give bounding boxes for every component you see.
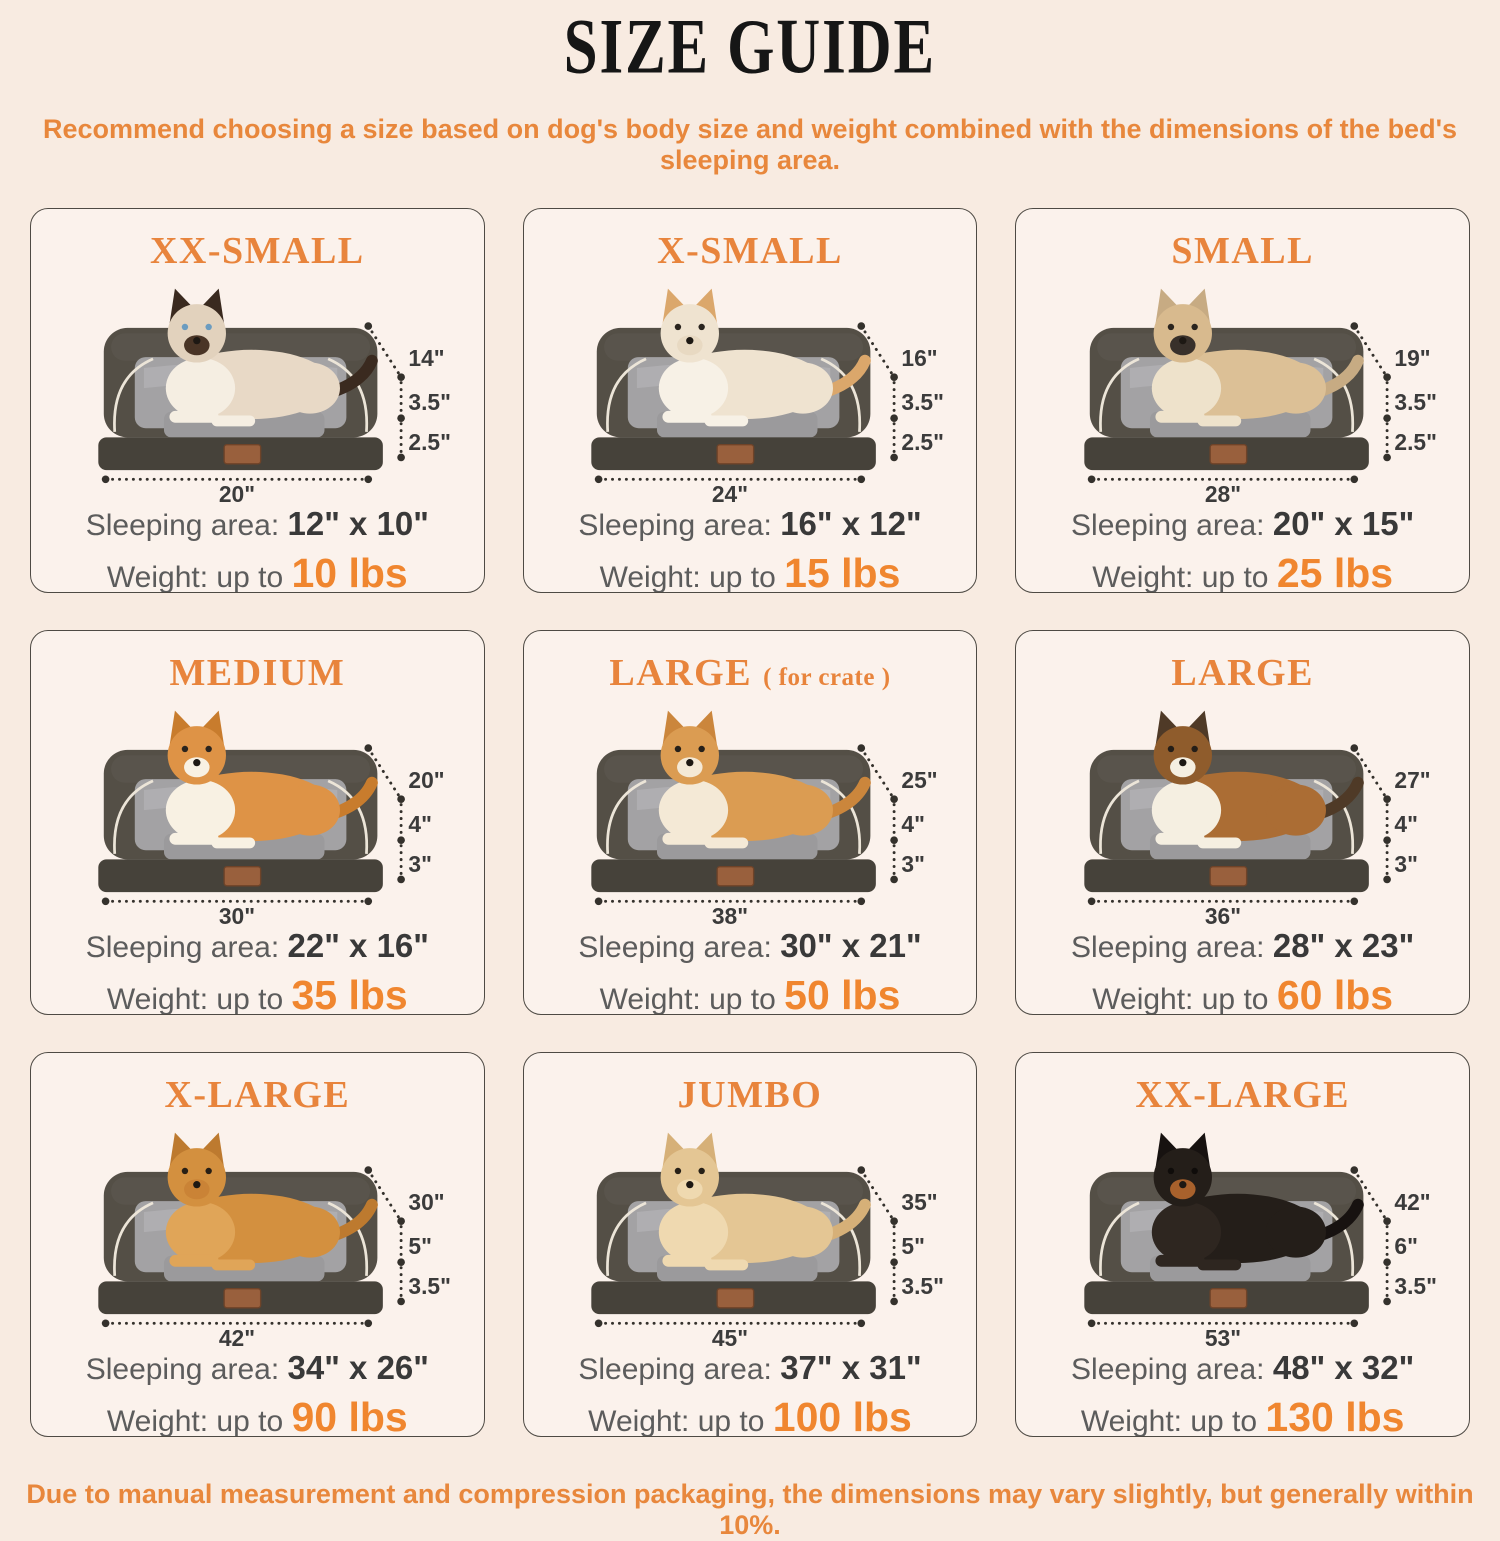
bed-photo <box>37 275 478 508</box>
weight-value: 60 lbs <box>1276 972 1394 1015</box>
width-dimension-label: 36" <box>1204 903 1241 930</box>
sleeping-area-line <box>1022 505 1463 543</box>
weight-line <box>37 550 478 593</box>
base-height-label: 2.5" <box>408 429 452 456</box>
bed-illustration-svg <box>1027 275 1459 508</box>
pet-chest <box>659 780 728 840</box>
bed-illustration-svg <box>534 697 966 930</box>
pet-paw <box>704 837 748 848</box>
bed-illustration-svg <box>41 697 473 930</box>
pet-chest <box>1151 358 1220 418</box>
size-label: X-SMALL <box>657 230 843 272</box>
bolster-height-label: 6" <box>1394 1232 1418 1259</box>
bolster-height-label: 3.5" <box>1394 388 1437 415</box>
pet-paw <box>212 1259 256 1270</box>
size-note: ( for crate ) <box>763 664 891 691</box>
up-to-label: up to <box>1201 561 1269 593</box>
width-dimension-label: 30" <box>219 903 256 930</box>
bed-brand-tag <box>717 445 753 464</box>
sleeping-area-line <box>37 927 478 965</box>
weight-line <box>1022 550 1463 593</box>
pet-chest <box>166 1202 235 1262</box>
up-to-label: up to <box>1201 983 1269 1015</box>
up-to-label: up to <box>216 983 284 1015</box>
pet-eye <box>1191 1168 1197 1174</box>
bed-brand-tag <box>224 445 260 464</box>
depth-dimension-label: 20" <box>408 767 445 794</box>
sleeping-area-value: 37" x 31" <box>780 1349 922 1386</box>
sleeping-area-label: Sleeping area: <box>85 509 280 542</box>
pet-eye <box>1191 746 1197 752</box>
sleeping-area-line <box>530 1349 971 1387</box>
bed-brand-tag <box>1210 867 1246 886</box>
weight-label: Weight: <box>106 1405 209 1437</box>
sleeping-area-value: 12" x 10" <box>287 505 429 542</box>
size-label: JUMBO <box>677 1074 823 1116</box>
bed-brand-tag <box>224 1289 260 1308</box>
bed-illustration-svg <box>534 1119 966 1352</box>
depth-dimension-label: 35" <box>901 1189 938 1216</box>
weight-label: Weight: <box>599 983 701 1015</box>
width-dimension-label: 45" <box>711 1325 749 1352</box>
pet-paw <box>1197 1259 1241 1270</box>
pet-nose <box>1179 759 1186 766</box>
weight-line <box>37 1394 478 1437</box>
bolster-height-label: 3.5" <box>901 388 944 415</box>
width-dimension-label: 38" <box>711 903 749 930</box>
weight-value: 50 lbs <box>784 972 901 1015</box>
pet-paw <box>662 833 711 845</box>
sleeping-area-value: 28" x 23" <box>1272 927 1415 964</box>
weight-value: 10 lbs <box>291 550 408 593</box>
sleeping-area-label: Sleeping area: <box>85 1353 280 1386</box>
base-height-label: 3" <box>901 851 925 878</box>
weight-line <box>1022 1394 1463 1437</box>
pet-eye <box>1167 1168 1173 1174</box>
bed-illustration-svg <box>41 275 473 508</box>
sleeping-area-label: Sleeping area: <box>578 1353 772 1386</box>
pet-eye <box>675 324 681 330</box>
pet-nose <box>193 1181 200 1188</box>
size-card-title <box>530 229 971 273</box>
pet-paw <box>1155 1255 1204 1267</box>
bed-photo <box>37 1119 478 1352</box>
bed-photo <box>530 697 971 930</box>
bolster-height-label: 4" <box>1394 810 1418 837</box>
size-label: LARGE <box>609 652 753 694</box>
size-card-0-ragdoll-cat <box>30 208 485 593</box>
pet-nose <box>193 759 200 766</box>
size-card-title <box>1022 1073 1463 1117</box>
base-height-label: 2.5" <box>901 429 944 456</box>
weight-label: Weight: <box>599 561 701 593</box>
pet-eye <box>1191 324 1197 330</box>
bed-photo <box>530 1119 971 1352</box>
width-dimension-label: 24" <box>711 481 749 508</box>
pet-paw <box>1155 411 1204 423</box>
page-title: SIZE GUIDE <box>563 3 937 90</box>
sleeping-area-label: Sleeping area: <box>1071 1353 1265 1386</box>
weight-value: 35 lbs <box>291 972 408 1015</box>
bed-illustration-svg <box>1027 1119 1459 1352</box>
size-label: XX-LARGE <box>1135 1074 1350 1116</box>
width-dimension-label: 42" <box>219 1325 256 1352</box>
bolster-height-label: 3.5" <box>408 388 452 415</box>
pet-nose <box>1179 1181 1186 1188</box>
pet-eye <box>206 1168 212 1174</box>
weight-value: 15 lbs <box>784 550 901 593</box>
pet-chest <box>1151 1202 1220 1262</box>
pet-eye <box>1167 324 1173 330</box>
sleeping-area-value: 22" x 16" <box>287 927 429 964</box>
up-to-label: up to <box>709 561 776 593</box>
weight-label: Weight: <box>106 983 209 1015</box>
bolster-height-label: 5" <box>901 1232 925 1259</box>
pet-paw <box>704 415 748 426</box>
pet-paw <box>212 415 256 426</box>
weight-label: Weight: <box>1092 983 1194 1015</box>
pet-eye <box>206 746 212 752</box>
pet-paw <box>212 837 256 848</box>
base-height-label: 3.5" <box>1394 1273 1437 1300</box>
pet-chest <box>166 780 235 840</box>
bed-photo <box>37 697 478 930</box>
page-subtitle: Recommend choosing a size based on dog's body size and weight combined with the dimensions of the bed's sleeping area. <box>42 114 1458 175</box>
bed-brand-tag <box>717 867 753 886</box>
sleeping-area-label: Sleeping area: <box>1071 509 1265 542</box>
up-to-label: up to <box>216 1405 284 1437</box>
pet-eye <box>698 1168 704 1174</box>
weight-label: Weight: <box>1092 561 1194 593</box>
sleeping-area-line <box>1022 927 1463 965</box>
bed-photo <box>530 275 971 508</box>
size-card-2-french-bulldog <box>1015 208 1470 593</box>
width-dimension-label: 20" <box>219 481 256 508</box>
depth-dimension-label: 16" <box>901 345 938 372</box>
sleeping-area-value: 30" x 21" <box>780 927 922 964</box>
weight-value: 100 lbs <box>772 1394 912 1437</box>
pet-eye <box>182 746 188 752</box>
sleeping-area-line <box>530 505 971 543</box>
sleeping-area-label: Sleeping area: <box>578 509 772 542</box>
size-card-5-border-collie <box>1015 630 1470 1015</box>
size-label: LARGE <box>1171 652 1314 694</box>
pet-eye <box>206 324 212 330</box>
pet-chest <box>659 358 728 418</box>
weight-line <box>530 550 971 593</box>
pet-paw <box>170 1255 219 1267</box>
size-card-title <box>37 651 478 695</box>
pet-chest <box>166 358 235 418</box>
pet-eye <box>1167 746 1173 752</box>
pet-eye <box>675 1168 681 1174</box>
size-card-title <box>530 651 971 695</box>
base-height-label: 3" <box>1394 851 1418 878</box>
weight-value: 25 lbs <box>1276 550 1394 593</box>
pet-nose <box>686 337 693 344</box>
sleeping-area-value: 48" x 32" <box>1272 1349 1415 1386</box>
pet-eye <box>675 746 681 752</box>
width-dimension-label: 53" <box>1204 1325 1241 1352</box>
sleeping-area-line <box>1022 1349 1463 1387</box>
pet-paw <box>704 1259 748 1270</box>
depth-dimension-label: 42" <box>1394 1189 1431 1216</box>
weight-label: Weight: <box>1080 1405 1182 1437</box>
bed-photo <box>1022 275 1463 508</box>
pet-paw <box>1197 415 1241 426</box>
size-card-7-labrador-retriever <box>523 1052 978 1437</box>
sleeping-area-value: 20" x 15" <box>1272 505 1415 542</box>
pet-paw <box>170 411 219 423</box>
size-card-title <box>37 1073 478 1117</box>
sleeping-area-value: 16" x 12" <box>780 505 922 542</box>
footer-note: Due to manual measurement and compression packaging, the dimensions may vary slightly, but generally within 10%. <box>26 1479 1474 1540</box>
up-to-label: up to <box>1190 1405 1258 1437</box>
pet-nose <box>193 337 200 344</box>
pet-eye <box>182 324 188 330</box>
up-to-label: up to <box>697 1405 765 1437</box>
bed-brand-tag <box>224 867 260 886</box>
bed-brand-tag <box>1210 445 1246 464</box>
bed-photo <box>1022 697 1463 930</box>
size-card-title <box>1022 651 1463 695</box>
size-card-title <box>530 1073 971 1117</box>
pet-eye <box>698 324 704 330</box>
width-dimension-label: 28" <box>1204 481 1241 508</box>
depth-dimension-label: 30" <box>408 1189 445 1216</box>
sleeping-area-label: Sleeping area: <box>1071 931 1265 964</box>
size-label: SMALL <box>1171 230 1314 272</box>
depth-dimension-label: 27" <box>1394 767 1431 794</box>
up-to-label: up to <box>216 561 284 593</box>
size-label: MEDIUM <box>169 652 346 694</box>
size-grid <box>30 208 1470 1437</box>
weight-line <box>1022 972 1463 1015</box>
sleeping-area-line <box>37 1349 478 1387</box>
bed-brand-tag <box>717 1289 753 1308</box>
base-height-label: 2.5" <box>1394 429 1437 456</box>
size-card-title <box>1022 229 1463 273</box>
pet-paw <box>1197 837 1241 848</box>
header <box>0 3 1500 176</box>
pet-paw <box>662 1255 711 1267</box>
pet-paw <box>170 833 219 845</box>
pet-eye <box>698 746 704 752</box>
pet-chest <box>659 1202 728 1262</box>
size-card-8-rottweiler-with-chihuahua <box>1015 1052 1470 1437</box>
size-card-title <box>37 229 478 273</box>
weight-value: 130 lbs <box>1265 1394 1405 1437</box>
size-card-6-golden-retriever <box>30 1052 485 1437</box>
base-height-label: 3" <box>408 851 433 878</box>
size-label: X-LARGE <box>164 1074 351 1116</box>
bolster-height-label: 4" <box>901 810 925 837</box>
sleeping-area-label: Sleeping area: <box>85 931 280 964</box>
up-to-label: up to <box>709 983 776 1015</box>
bed-photo <box>1022 1119 1463 1352</box>
sleeping-area-value: 34" x 26" <box>287 1349 429 1386</box>
size-card-1-maltese-puppy <box>523 208 978 593</box>
pet-nose <box>1179 337 1186 344</box>
depth-dimension-label: 25" <box>901 767 938 794</box>
bed-illustration-svg <box>534 275 966 508</box>
bed-illustration-svg <box>1027 697 1459 930</box>
weight-label: Weight: <box>106 561 209 593</box>
pet-eye <box>182 1168 188 1174</box>
size-label: XX-SMALL <box>149 230 365 272</box>
sleeping-area-label: Sleeping area: <box>578 931 772 964</box>
pet-paw <box>662 411 711 423</box>
depth-dimension-label: 14" <box>408 345 445 372</box>
sleeping-area-line <box>530 927 971 965</box>
base-height-label: 3.5" <box>408 1273 452 1300</box>
pet-nose <box>686 759 693 766</box>
size-card-3-corgi <box>30 630 485 1015</box>
pet-chest <box>1151 780 1220 840</box>
weight-line <box>37 972 478 1015</box>
bed-illustration-svg <box>41 1119 473 1352</box>
depth-dimension-label: 19" <box>1394 345 1431 372</box>
bolster-height-label: 5" <box>408 1232 433 1259</box>
weight-value: 90 lbs <box>291 1394 408 1437</box>
sleeping-area-line <box>37 505 478 543</box>
bed-brand-tag <box>1210 1289 1246 1308</box>
base-height-label: 3.5" <box>901 1273 944 1300</box>
weight-line <box>530 1394 971 1437</box>
weight-label: Weight: <box>588 1405 690 1437</box>
size-card-4-shiba-inu <box>523 630 978 1015</box>
pet-nose <box>686 1181 693 1188</box>
pet-paw <box>1155 833 1204 845</box>
weight-line <box>530 972 971 1015</box>
bolster-height-label: 4" <box>408 810 433 837</box>
